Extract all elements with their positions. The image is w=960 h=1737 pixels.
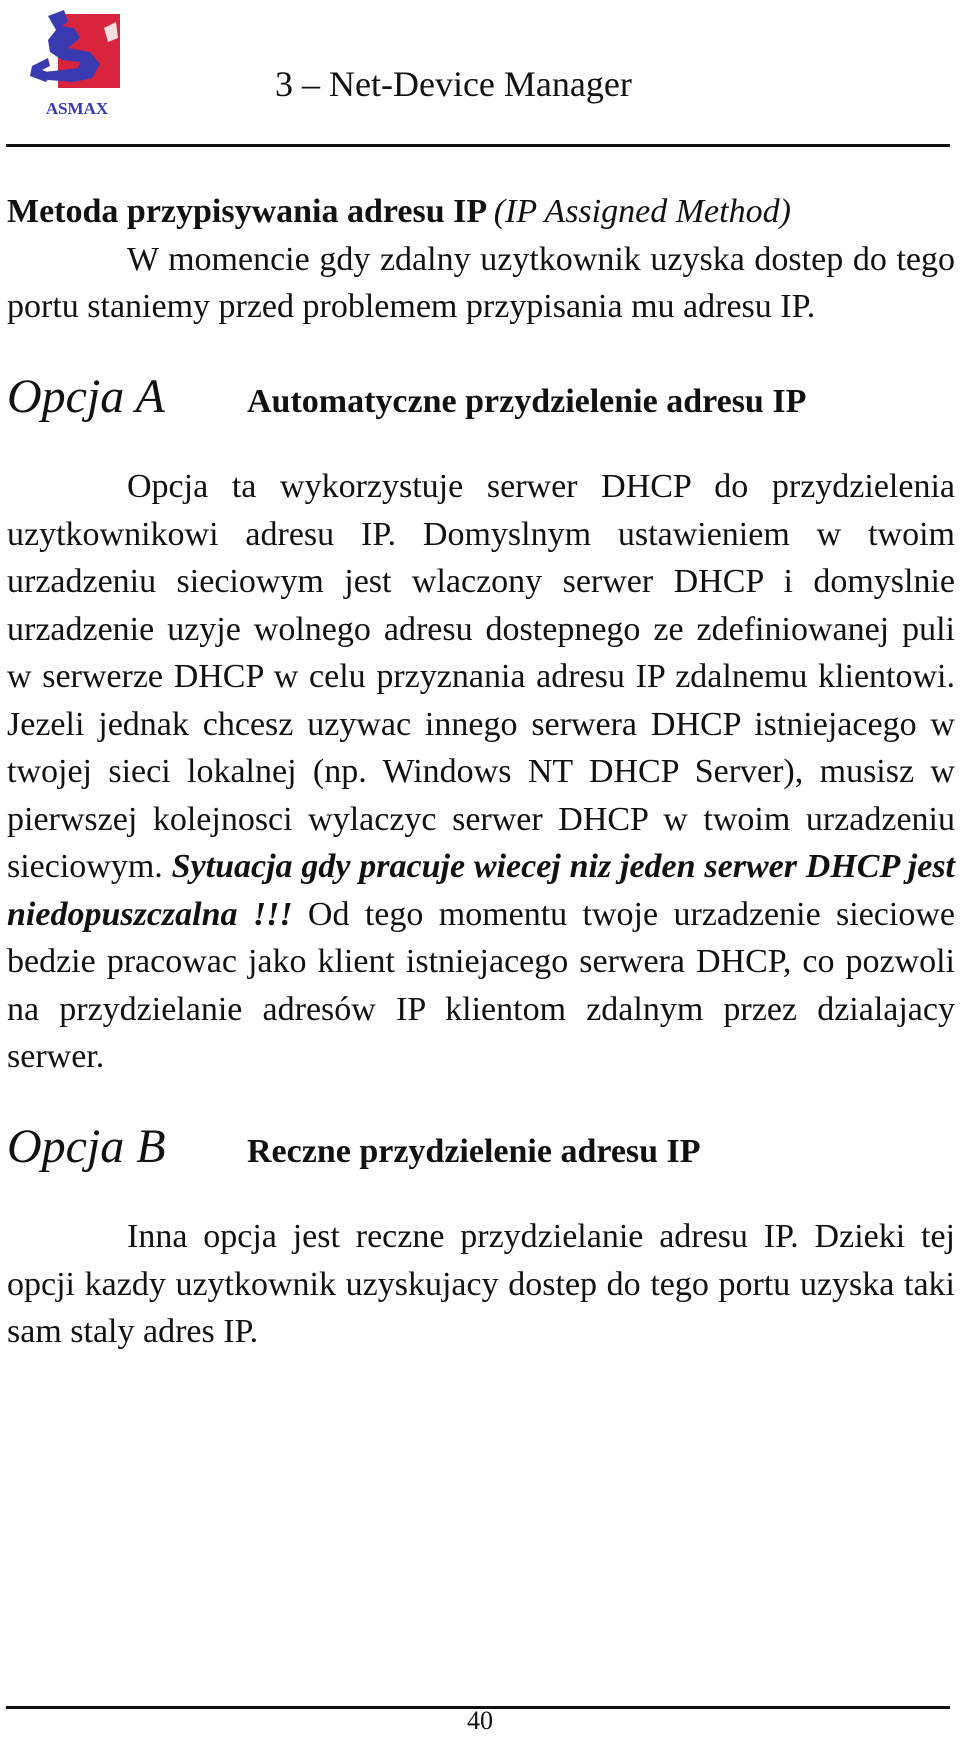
intro-heading-italic: (IP Assigned Method) bbox=[493, 193, 791, 230]
option-a-paragraph bbox=[7, 463, 955, 1081]
header-divider bbox=[6, 144, 950, 147]
running-title: 3 – Net-Device Manager bbox=[275, 64, 632, 104]
option-a-warning: Sytuacja gdy pracuje wiecej niz jeden serwer DHCP jest niedopuszczalna !!! bbox=[7, 848, 956, 933]
option-a-header bbox=[7, 369, 955, 426]
option-a-text-tail: Od tego momentu twoje urzadzenie sieciowe bedzie pracowac jako klient istniejacego serwera DHCP, co pozwoli na przydzielanie adresów IP klientom zdalnym przez dzialajacy serwer. bbox=[7, 895, 955, 1075]
page-number: 40 bbox=[467, 1706, 493, 1735]
intro-paragraph: W momencie gdy zdalny uzytkownik uzyska dostep do tego portu staniemy przed problemem przypisania mu adresu IP. bbox=[7, 240, 955, 325]
main-content bbox=[7, 188, 955, 1356]
option-a-label: Opcja A bbox=[7, 369, 165, 423]
option-a-text: Opcja ta wykorzystuje serwer DHCP do przydzielenia uzytkownikowi adresu IP. Domyslnym ustawieniem w twoim urzadzeniu sieciowym jest wlaczony serwer DHCP i domyslnie urzadzenie uzyje wolnego adresu dostepnego ze zdefiniowanej puli w serwerze DHCP w celu przyznania adresu IP zdalnemu klientowi. Jezeli jednak chcesz uzywac innego serwera DHCP istniejacego w twojej sieci lokalnej (np. Windows NT DHCP Server), musisz w pierwszej kolejnosci wylaczyc serwer DHCP w twoim urzadzeniu sieciowym. bbox=[7, 468, 955, 885]
option-a-heading: Automatyczne przydzielenie adresu IP bbox=[247, 382, 807, 420]
logo-wordmark: ASMAX bbox=[45, 99, 109, 118]
option-b-header bbox=[7, 1119, 955, 1176]
intro-heading-bold: Metoda przypisywania adresu IP bbox=[7, 193, 494, 230]
option-b-heading: Reczne przydzielenie adresu IP bbox=[247, 1132, 701, 1170]
asmax-logo bbox=[18, 8, 136, 122]
option-b-label: Opcja B bbox=[7, 1119, 166, 1173]
intro-heading bbox=[7, 188, 955, 236]
asmax-logo-icon bbox=[18, 8, 136, 122]
option-b-paragraph: Inna opcja jest reczne przydzielanie adresu IP. Dzieki tej opcji kazdy uzytkownik uzyskujacy dostep do tego portu uzyska taki sam staly adres IP. bbox=[7, 1218, 955, 1350]
